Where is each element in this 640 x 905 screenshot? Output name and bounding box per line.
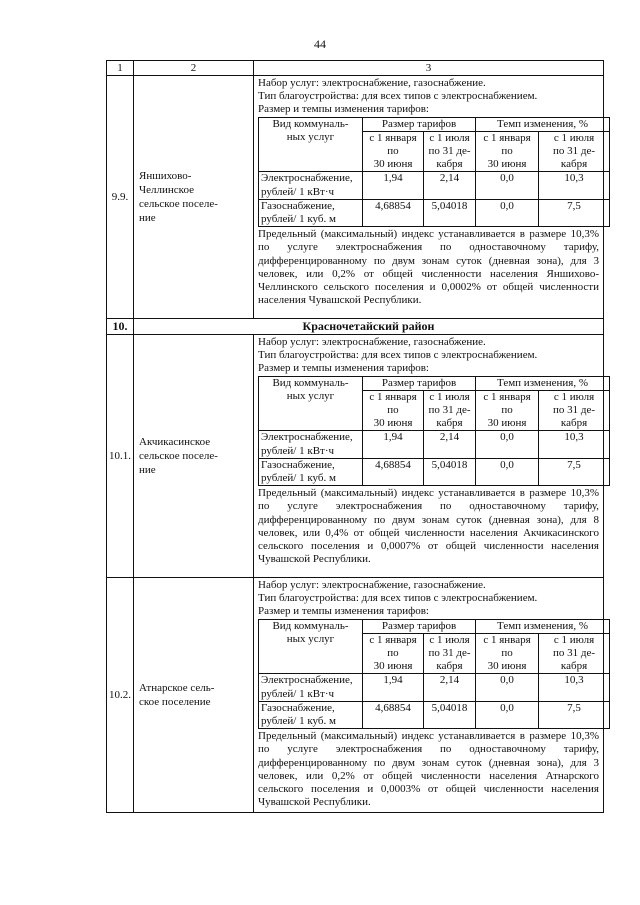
period-text: с 1 июля: [553, 633, 595, 646]
label-text: Газоснабжение,: [261, 199, 335, 212]
tariff-size-header: Размер тарифов: [363, 376, 476, 390]
tariff-cell: 4,68854: [363, 199, 424, 226]
header-text: ных услуг: [286, 130, 335, 143]
period-header: [539, 633, 610, 674]
period-text: 30 июня: [487, 417, 527, 430]
tariff-content: [254, 578, 604, 813]
period-text: с 1 июля: [429, 390, 470, 403]
period-text: 30 июня: [487, 158, 527, 171]
tariff-cell: 7,5: [539, 701, 610, 728]
table-row: [107, 335, 604, 578]
change-rate-header: Темп изменения, %: [476, 376, 610, 390]
tariff-cell: 7,5: [539, 458, 610, 485]
tariff-size-line: Размер и темпы изменения тарифов:: [258, 362, 429, 375]
header-text: Вид коммуналь-: [272, 117, 349, 130]
settlement-name-line: Атнарское сель-: [139, 682, 215, 694]
electricity-label: [259, 431, 363, 458]
period-text: с 1 июля: [429, 633, 470, 646]
period-text: с 1 января: [483, 390, 531, 403]
period-text: с 1 января: [369, 633, 417, 646]
label-text: рублей/ 1 куб. м: [261, 213, 336, 226]
tariff-cell: 0,0: [476, 701, 539, 728]
tariff-cell: 0,0: [476, 199, 539, 226]
table-row: [107, 76, 604, 319]
period-text: по 31 де-: [428, 404, 471, 417]
tariff-cell: 0,0: [476, 458, 539, 485]
tariff-cell: 10,3: [539, 674, 610, 701]
period-text: кабря: [560, 158, 588, 171]
section-title: Красночетайский район: [134, 319, 604, 335]
period-text: с 1 января: [483, 633, 531, 646]
period-header: [476, 390, 539, 431]
row-number: 10.1.: [107, 335, 134, 578]
period-header: [539, 131, 610, 172]
period-text: 30 июня: [373, 158, 413, 171]
period-text: по 31 де-: [553, 404, 596, 417]
column-header-2: 2: [134, 61, 254, 76]
period-header: [363, 131, 424, 172]
period-text: кабря: [436, 417, 463, 430]
period-text: по: [387, 145, 399, 158]
period-text: по 31 де-: [553, 145, 596, 158]
tariff-cell: 2,14: [424, 172, 476, 199]
tariff-cell: 4,68854: [363, 701, 424, 728]
tariff-cell: 7,5: [539, 199, 610, 226]
period-text: кабря: [560, 417, 588, 430]
tariff-cell: 0,0: [476, 172, 539, 199]
settlement-name-line: Челлинское: [139, 184, 194, 196]
column-header-1: 1: [107, 61, 134, 76]
period-text: по: [387, 404, 399, 417]
service-kind-header: [259, 376, 363, 431]
label-text: Электроснабжение,: [261, 172, 353, 185]
period-text: кабря: [560, 660, 588, 673]
section-number: 10.: [107, 319, 134, 335]
period-text: кабря: [436, 660, 463, 673]
header-text: Вид коммуналь-: [272, 376, 349, 389]
label-text: Газоснабжение,: [261, 458, 335, 471]
settlement-name-line: сельское поселе-: [139, 198, 218, 210]
services-line: Набор услуг: электроснабжение, газоснабжение.: [258, 336, 486, 348]
tariff-cell: 2,14: [424, 431, 476, 458]
period-text: с 1 июля: [553, 390, 595, 403]
label-text: рублей/ 1 кВт·ч: [261, 444, 335, 457]
tariff-content: [254, 76, 604, 319]
period-text: по: [387, 647, 399, 660]
row-number: 10.2.: [107, 578, 134, 813]
settlement-name-line: ние: [139, 464, 156, 476]
period-text: по 31 де-: [428, 145, 471, 158]
period-text: по 31 де-: [428, 647, 471, 660]
tariff-cell: 5,04018: [424, 701, 476, 728]
period-text: с 1 июля: [553, 131, 595, 144]
change-rate-header: Темп изменения, %: [476, 619, 610, 633]
limit-index-note: Предельный (максимальный) индекс устанавливается в размере 10,3% по услуге электроснабжения по одноставочному тарифу, дифференцированному по двум зонам суток (дневная зона), для 8 человек, или 0,4% от общей численности населения Акчикасинского сельского поселения и 0,0007% от общей численности населения Чувашской Республики.: [258, 487, 599, 566]
tariff-document-table: [106, 60, 604, 813]
service-kind-header: [259, 619, 363, 674]
period-text: по: [501, 647, 513, 660]
settlement-name-line: Акчикасинское: [139, 436, 211, 448]
tariff-table: [258, 117, 610, 228]
period-text: кабря: [436, 158, 463, 171]
tariff-size-line: Размер и темпы изменения тарифов:: [258, 103, 429, 116]
header-text: Вид коммуналь-: [272, 619, 349, 632]
electricity-label: [259, 674, 363, 701]
tariff-table: [258, 619, 610, 730]
label-text: Электроснабжение,: [261, 674, 353, 687]
header-text: ных услуг: [286, 389, 335, 402]
period-text: с 1 января: [369, 131, 417, 144]
period-text: по: [501, 145, 513, 158]
tariff-cell: 10,3: [539, 172, 610, 199]
tariff-cell: 2,14: [424, 674, 476, 701]
limit-index-note: Предельный (максимальный) индекс устанавливается в размере 10,3% по услуге электроснабжения по одноставочному тарифу, дифференцированному по двум зонам суток (дневная зона), для 3 человек, или 0,2% от общей численности населения Атнарского сельского поселения и 0,0003% от общей численности населения Чувашской Республики.: [258, 730, 599, 809]
header-text: ных услуг: [286, 632, 335, 645]
column-header-3: 3: [254, 61, 604, 76]
section-row: [107, 319, 604, 335]
settlement-name-line: ское поселение: [139, 696, 211, 708]
label-text: рублей/ 1 куб. м: [261, 715, 336, 728]
settlement-name: [134, 335, 254, 578]
tariff-cell: 1,94: [363, 674, 424, 701]
tariff-size-line: Размер и темпы изменения тарифов:: [258, 605, 429, 618]
gas-label: [259, 701, 363, 728]
period-header: [476, 131, 539, 172]
amenities-line: Тип благоустройства: для всех типов с электроснабжением.: [258, 349, 538, 362]
column-header-row: [107, 61, 604, 76]
period-text: 30 июня: [373, 417, 413, 430]
tariff-cell: 1,94: [363, 172, 424, 199]
label-text: рублей/ 1 кВт·ч: [261, 185, 335, 198]
services-line: Набор услуг: электроснабжение, газоснабжение.: [258, 579, 486, 591]
label-text: рублей/ 1 куб. м: [261, 472, 336, 485]
period-header: [424, 633, 476, 674]
gas-label: [259, 458, 363, 485]
row-number: 9.9.: [107, 76, 134, 319]
period-text: 30 июня: [487, 660, 527, 673]
gas-label: [259, 199, 363, 226]
period-header: [363, 390, 424, 431]
tariff-cell: 0,0: [476, 674, 539, 701]
period-text: с 1 января: [369, 390, 417, 403]
tariff-cell: 5,04018: [424, 458, 476, 485]
limit-index-note: Предельный (максимальный) индекс устанавливается в размере 10,3% по услуге электроснабжения по одноставочному тарифу, дифференцированному по двум зонам суток (дневная зона), для 3 человек, или 0,2% от общей численности населения Яншихово-Челлинского сельского поселения и 0,0002% от общей численности населения Чувашской Республики.: [258, 228, 599, 307]
tariff-content: [254, 335, 604, 578]
label-text: рублей/ 1 кВт·ч: [261, 687, 335, 700]
period-header: [476, 633, 539, 674]
tariff-size-header: Размер тарифов: [363, 619, 476, 633]
period-text: по: [501, 404, 513, 417]
settlement-name-line: Яншихово-: [139, 170, 192, 182]
tariff-table: [258, 376, 610, 487]
tariff-cell: 10,3: [539, 431, 610, 458]
period-header: [363, 633, 424, 674]
label-text: Газоснабжение,: [261, 701, 335, 714]
period-text: 30 июня: [373, 660, 413, 673]
tariff-cell: 1,94: [363, 431, 424, 458]
electricity-label: [259, 172, 363, 199]
table-row: [107, 578, 604, 813]
period-header: [424, 390, 476, 431]
tariff-cell: 5,04018: [424, 199, 476, 226]
amenities-line: Тип благоустройства: для всех типов с электроснабжением.: [258, 592, 538, 605]
period-header: [424, 131, 476, 172]
period-header: [539, 390, 610, 431]
period-text: с 1 июля: [429, 131, 470, 144]
page-number: 44: [314, 37, 326, 51]
period-text: по 31 де-: [553, 647, 596, 660]
tariff-cell: 0,0: [476, 431, 539, 458]
services-line: Набор услуг: электроснабжение, газоснабжение.: [258, 77, 486, 89]
amenities-line: Тип благоустройства: для всех типов с электроснабжением.: [258, 90, 538, 103]
settlement-name: [134, 578, 254, 813]
label-text: Электроснабжение,: [261, 431, 353, 444]
settlement-name: [134, 76, 254, 319]
settlement-name-line: ние: [139, 212, 156, 224]
service-kind-header: [259, 117, 363, 172]
settlement-name-line: сельское поселе-: [139, 450, 218, 462]
tariff-size-header: Размер тарифов: [363, 117, 476, 131]
period-text: с 1 января: [483, 131, 531, 144]
change-rate-header: Темп изменения, %: [476, 117, 610, 131]
tariff-cell: 4,68854: [363, 458, 424, 485]
